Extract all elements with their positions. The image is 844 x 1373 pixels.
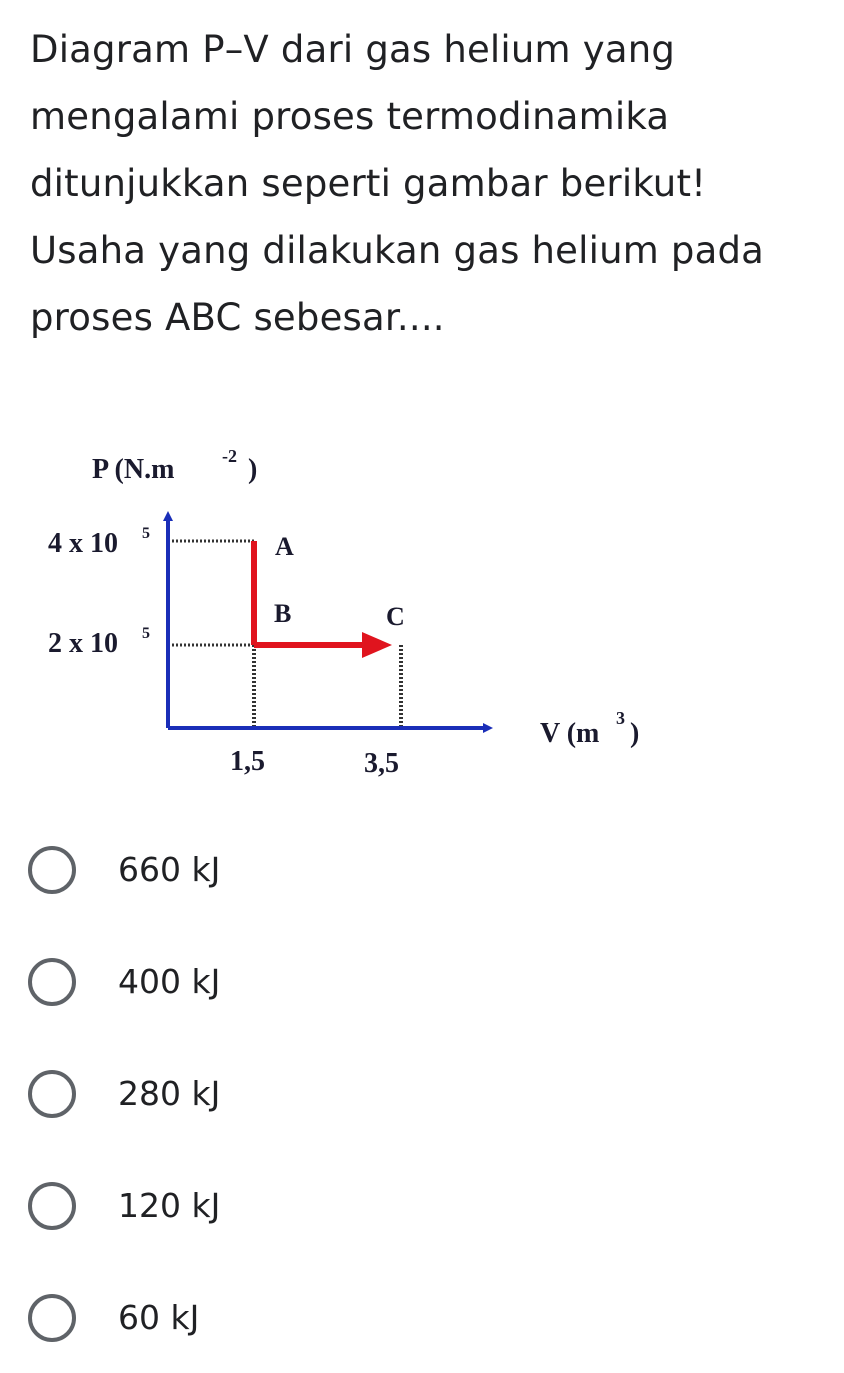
- option-label: 280 kJ: [118, 1074, 221, 1113]
- question-line: proses ABC sebesar....: [30, 296, 445, 339]
- x-axis-label: V (m: [540, 718, 600, 749]
- y-tick-4e5-exp: 5: [142, 525, 150, 542]
- pv-diagram-svg: [0, 420, 700, 800]
- question-line: Diagram P–V dari gas helium yang: [30, 28, 676, 71]
- option-60kj[interactable]: [28, 1282, 428, 1362]
- pv-diagram: [0, 420, 700, 800]
- x-axis-label-close: ): [630, 718, 640, 749]
- point-label-b: B: [274, 599, 292, 628]
- point-label-a: A: [275, 532, 294, 561]
- y-tick-2e5-exp: 5: [142, 625, 150, 642]
- option-label: 660 kJ: [118, 850, 221, 889]
- y-axis-exponent: -2: [222, 446, 237, 466]
- question-line: ditunjukkan seperti gambar berikut!: [30, 162, 707, 205]
- x-tick-1-5: 1,5: [230, 746, 265, 777]
- radio-button[interactable]: [28, 1182, 76, 1230]
- option-label: 400 kJ: [118, 962, 221, 1001]
- radio-button[interactable]: [28, 1294, 76, 1342]
- question-line: Usaha yang dilakukan gas helium pada: [30, 229, 765, 272]
- y-tick-4e5: 4 x 10: [48, 528, 118, 559]
- option-280kj[interactable]: [28, 1058, 428, 1138]
- y-tick-2e5: 2 x 10: [48, 628, 118, 659]
- option-label: 120 kJ: [118, 1186, 221, 1225]
- radio-button[interactable]: [28, 1070, 76, 1118]
- option-label: 60 kJ: [118, 1298, 200, 1337]
- option-120kj[interactable]: [28, 1170, 428, 1250]
- question-line: mengalami proses termodinamika: [30, 95, 670, 138]
- option-660kj[interactable]: [28, 834, 428, 914]
- x-tick-3-5: 3,5: [364, 748, 399, 779]
- radio-button[interactable]: [28, 846, 76, 894]
- y-axis-label: P (N.m: [92, 454, 175, 485]
- option-400kj[interactable]: [28, 946, 428, 1026]
- radio-button[interactable]: [28, 958, 76, 1006]
- x-axis-exponent: 3: [616, 708, 625, 728]
- question-text: [30, 16, 830, 351]
- y-axis-label-close: ): [248, 454, 258, 485]
- process-bc-arrowhead: [362, 632, 392, 658]
- point-label-c: C: [386, 602, 405, 631]
